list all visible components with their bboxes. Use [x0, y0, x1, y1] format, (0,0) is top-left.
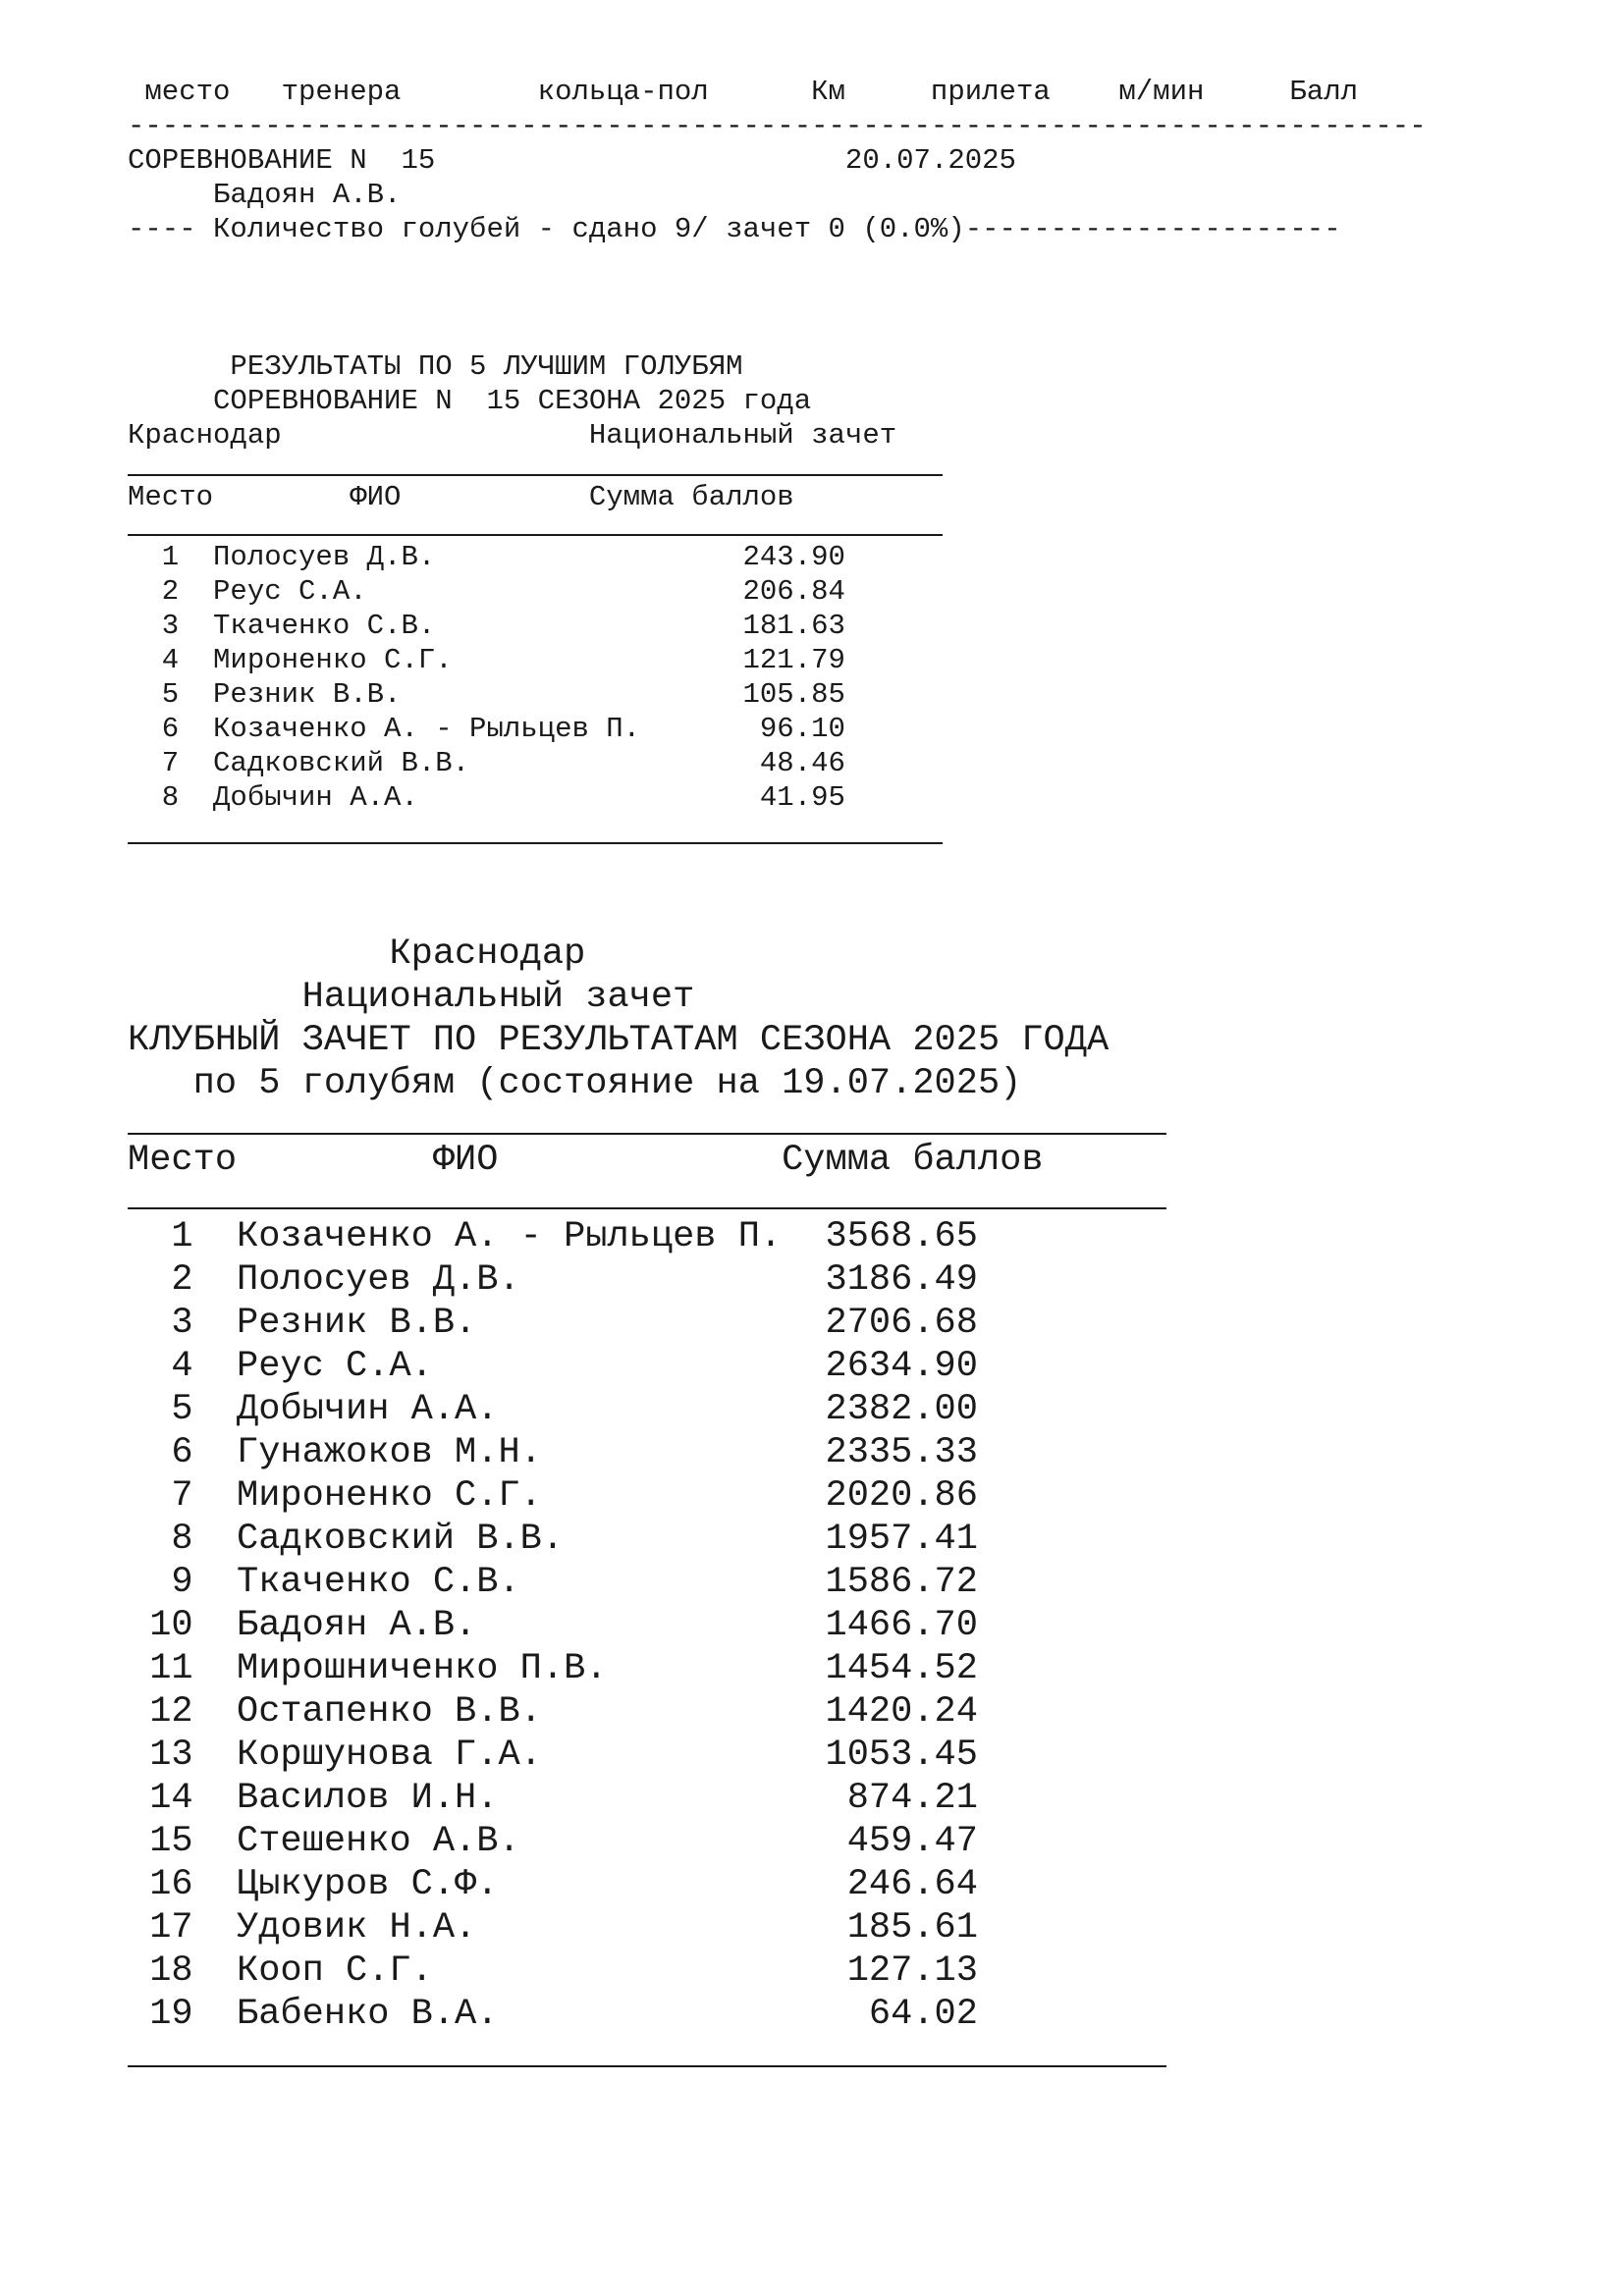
best5-title: РЕЗУЛЬТАТЫ ПО 5 ЛУЧШИМ ГОЛУБЯМ: [128, 350, 743, 383]
table-row: 8 Садковский В.В. 1957.41: [128, 1519, 978, 1560]
coach-line: Бадоян А.В.: [128, 179, 402, 211]
club-header-rule: [128, 1182, 1166, 1209]
table-row: 6 Козаченко А. - Рыльцев П. 96.10: [128, 713, 845, 745]
club-national-title: Национальный зачет: [128, 977, 695, 1018]
table-row: 19 Бабенко В.А. 64.02: [128, 1994, 978, 2035]
table-row: 4 Реус С.А. 2634.90: [128, 1346, 978, 1387]
club-top-rule: [128, 1105, 1166, 1135]
best5-top-rule: [128, 453, 943, 476]
table-row: 9 Ткаченко С.В. 1586.72: [128, 1562, 978, 1603]
table-row: 17 Удовик Н.А. 185.61: [128, 1907, 978, 1949]
table-row: 1 Полосуев Д.В. 243.90: [128, 541, 845, 573]
table-row: 2 Реус С.А. 206.84: [128, 575, 845, 608]
best5-results-section: [128, 349, 943, 844]
table-row: 7 Мироненко С.Г. 2020.86: [128, 1475, 978, 1517]
table-row: 1 Козаченко А. - Рыльцев П. 3568.65: [128, 1216, 978, 1257]
best5-city-line: Краснодар Национальный зачет: [128, 419, 897, 452]
table-row: 15 Стешенко А.В. 459.47: [128, 1821, 978, 1862]
table-row: 14 Василов И.Н. 874.21: [128, 1778, 978, 1819]
table-row: 18 Кооп С.Г. 127.13: [128, 1950, 978, 1992]
best5-column-header: Место ФИО Сумма баллов: [128, 481, 794, 513]
pigeon-count-line: ---- Количество голубей - сдано 9/ зачет 0 (0.0%)----------------------: [128, 213, 1341, 245]
best5-subtitle: СОРЕВНОВАНИЕ N 15 СЕЗОНА 2025 года: [128, 385, 812, 417]
table-row: 5 Резник В.В. 105.85: [128, 678, 845, 711]
table-row: 7 Садковский В.В. 48.46: [128, 747, 845, 779]
protocol-column-headers: место тренера кольца-пол Км прилета м/мин Балл: [128, 76, 1359, 108]
club-standings-section: [128, 933, 1166, 2067]
competition-line: СОРЕВНОВАНИЕ N 15 20.07.2025: [128, 144, 1016, 177]
club-state-date-title: по 5 голубям (состояние на 19.07.2025): [128, 1063, 1022, 1104]
club-table-body: [128, 1215, 1166, 2036]
table-row: 11 Мирошниченко П.В. 1454.52: [128, 1648, 978, 1689]
club-column-header: Место ФИО Сумма баллов: [128, 1140, 1044, 1181]
table-row: 16 Цыкуров С.Ф. 246.64: [128, 1864, 978, 1905]
table-row: 8 Добычин А.А. 41.95: [128, 781, 845, 814]
table-row: 4 Мироненко С.Г. 121.79: [128, 644, 845, 676]
club-city-title: Краснодар: [128, 934, 586, 975]
protocol-divider: ----------------------------------------------------------------------------: [128, 110, 1427, 142]
club-bottom-rule: [128, 2036, 1166, 2067]
table-row: 6 Гунажоков М.Н. 2335.33: [128, 1432, 978, 1473]
best5-bottom-rule: [128, 815, 943, 844]
table-row: 5 Добычин А.А. 2382.00: [128, 1389, 978, 1430]
table-row: 10 Бадоян А.В. 1466.70: [128, 1605, 978, 1646]
best5-header-rule: [128, 514, 943, 536]
table-row: 12 Остапенко В.В. 1420.24: [128, 1691, 978, 1733]
best5-table-body: [128, 540, 943, 815]
club-season-title: КЛУБНЫЙ ЗАЧЕТ ПО РЕЗУЛЬТАТАМ СЕЗОНА 2025 ГОДА: [128, 1020, 1110, 1061]
table-row: 13 Коршунова Г.А. 1053.45: [128, 1735, 978, 1776]
table-row: 3 Ткаченко С.В. 181.63: [128, 610, 845, 642]
table-row: 2 Полосуев Д.В. 3186.49: [128, 1259, 978, 1301]
table-row: 3 Резник В.В. 2706.68: [128, 1303, 978, 1344]
protocol-section: [128, 75, 1427, 246]
